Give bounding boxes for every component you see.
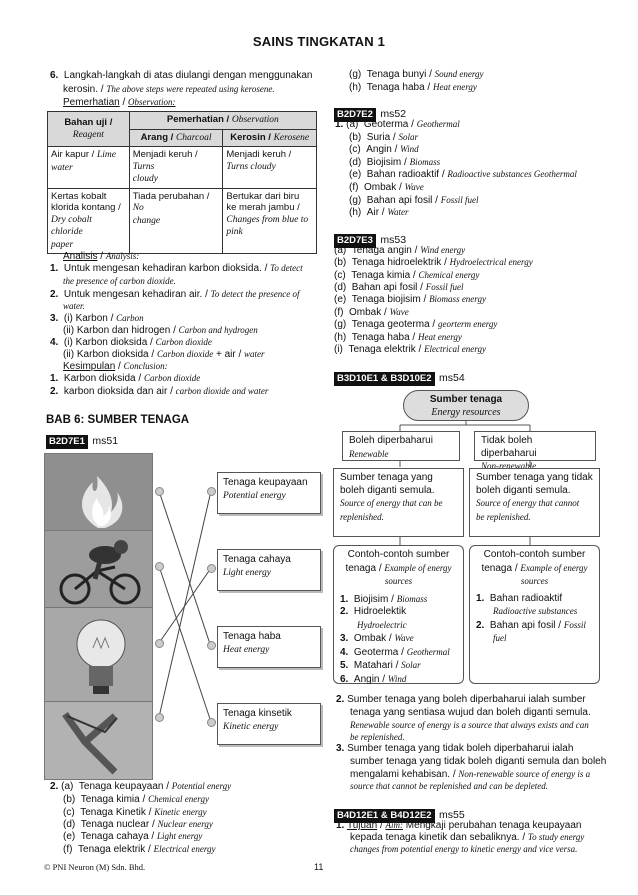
para-2-line2: tenaga yang sentiasa wujud dan boleh diganti semula.: [350, 707, 591, 718]
page-ref: ms51: [92, 435, 119, 447]
q2-item-a: 2. (a) Tenaga keupayaan / Potential energy: [50, 781, 232, 792]
header-charcoal: Arang / Charcoal: [129, 129, 223, 147]
match-dot: [207, 564, 216, 573]
page-number: 11: [314, 862, 324, 872]
match-dot: [207, 641, 216, 650]
cyclist-photo: [44, 530, 153, 608]
examples-title: Contoh-contoh sumber tenaga / Example of energy sources: [481, 549, 588, 586]
para-3-line3: mengalami kehabisan. / Non-renewable source of energy is a: [350, 769, 591, 780]
para-3: 3. Sumber tenaga yang tidak boleh diperbaharui ialah: [336, 743, 574, 754]
list-item: 2. Hidroelektik: [340, 606, 407, 617]
cell-reagent-cobalt: Kertas kobalt klorida kontang / Dry cobalt chloride paper: [48, 188, 130, 254]
q2-item-c: (c) Tenaga Kinetik / Kinetic energy: [63, 807, 207, 818]
q2-item-d: (d) Tenaga nuclear / Nuclear energy: [63, 819, 213, 830]
list3-item: (b) Tenaga hidroelektrik / Hydroelectrical energy: [334, 257, 533, 268]
list3-item: (c) Tenaga kimia / Chemical energy: [334, 270, 480, 281]
skill-tag: B2D7E3: [334, 234, 376, 248]
conclusion-label: Kesimpulan / Conclusion:: [63, 361, 168, 372]
list-item: 4. Geoterma / Geothermal: [340, 646, 450, 658]
skill-tag: B3D10E1 & B3D10E2: [334, 372, 435, 386]
q2-item-f: (f) Tenaga elektrik / Electrical energy: [63, 844, 216, 855]
publisher: © PNI Neuron (M) Sdn. Bhd.: [44, 862, 146, 872]
cell-kerosene-limewater: Menjadi keruh / Turns cloudy: [223, 147, 317, 189]
analysis-1-en: the presence of carbon dioxide.: [63, 276, 176, 286]
list2-item: (g) Bahan api fosil / Fossil fuel: [349, 195, 479, 206]
list2-item: (e) Bahan radioaktif / Radioactive substances Geothermal: [349, 169, 577, 180]
analysis-3i: 3. (i) Karbon / Carbon: [50, 313, 144, 324]
list3-item: (g) Tenaga geoterma / georterm energy: [334, 319, 498, 330]
chapter-title: BAB 6: SUMBER TENAGA: [46, 414, 190, 426]
q2-item-b: (b) Tenaga kimia / Chemical energy: [63, 794, 209, 805]
list2-item: 1. (a) Geoterma / Geothermal: [335, 119, 460, 130]
match-dot: [155, 562, 164, 571]
list-item: fuel: [493, 633, 507, 643]
list2-item: (c) Angin / Wind: [349, 144, 419, 155]
list1-item-h: (h) Tenaga haba / Heat energy: [349, 82, 477, 93]
slingshot-icon: [45, 702, 152, 779]
q6-line1: 6. Langkah-langkah di atas diulangi dengan menggunakan: [50, 70, 313, 81]
q2-item-e: (e) Tenaga cahaya / Light energy: [63, 831, 203, 842]
cell-charcoal-cobalt: Tiada perubahan / No change: [129, 188, 223, 254]
aim-line3: changes from potential energy to kinetic energy and vice versa.: [350, 844, 578, 854]
conclusion-1: 1. Karbon dioksida / Carbon dioxide: [50, 373, 201, 384]
cyclist-icon: [45, 531, 152, 607]
bulb-photo: [44, 607, 153, 702]
match-dot: [207, 718, 216, 727]
list3-item: (h) Tenaga haba / Heat energy: [334, 332, 462, 343]
energy-box-heat: Tenaga haba Heat energy: [217, 626, 321, 668]
match-dot: [155, 487, 164, 496]
energy-box-kinetic: Tenaga kinsetik Kinetic energy: [217, 703, 321, 745]
list-item: 1. Bahan radioaktif: [476, 592, 563, 604]
list2-item: (f) Ombak / Wave: [349, 182, 424, 193]
section-b3d10e1: [334, 368, 465, 386]
analysis-3ii: (ii) Karbon dan hidrogen / Carbon and hydrogen: [63, 325, 258, 336]
analysis-2-en: water.: [63, 301, 85, 311]
aim-line1: 1. Tujuan / Aim: Mengkaji perubahan tenaga keupayaan: [336, 820, 582, 831]
list-item: 6. Angin / Wind: [340, 673, 407, 685]
page-ref: ms55: [438, 809, 465, 821]
fire-photo: [44, 453, 153, 531]
renewable-list: [340, 593, 457, 687]
renewable-box: Boleh diperbaharui Renewable: [342, 431, 460, 461]
para-3-en: source that cannot be replenished and can be depleted.: [350, 781, 549, 791]
match-dot: [207, 487, 216, 496]
list1-item-g: (g) Tenaga bunyi / Sound energy: [349, 69, 484, 80]
para-2-en2: be replenished.: [350, 732, 405, 742]
nonrenewable-examples: [469, 545, 600, 684]
list-item: 1. Biojisim / Biomass: [340, 593, 428, 605]
nonrenewable-list: [476, 593, 593, 646]
list-item: Radioactive substances: [493, 606, 578, 616]
analysis-1: 1. Untuk mengesan kehadiran karbon dioksida. / To detect: [50, 263, 303, 274]
cell-kerosene-cobalt: Bertukar dari biru ke merah jambu / Changes from blue to pink: [223, 188, 317, 254]
nonrenewable-definition: Sumber tenaga yang tidak boleh diganti semula. Source of energy that cannot be replenished.: [469, 468, 600, 537]
analysis-4ii: (ii) Karbon dioksida / Carbon dioxide + air / water: [63, 349, 265, 360]
concept-root: Sumber tenaga Energy resources: [403, 390, 529, 421]
aim-line2: kepada tenaga kinetik dan sebaliknya. / To study energy: [350, 832, 585, 843]
energy-box-potential: Tenaga keupayaan Potential energy: [217, 472, 321, 514]
para-2-en: Renewable source of energy is a source that always exists and can: [350, 720, 589, 730]
observation-table: [47, 111, 317, 254]
analysis-2: 2. Untuk mengesan kehadiran air. / To detect the presence of: [50, 289, 300, 300]
page-ref: ms53: [380, 234, 407, 246]
list2-item: (b) Suria / Solar: [349, 132, 418, 143]
analysis-label: Analisis / Analysis:: [63, 251, 140, 262]
q6-line2: kerosin. / The above steps were repeated using kerosene.: [63, 84, 275, 95]
list3-item: (i) Tenaga elektrik / Electrical energy: [334, 344, 486, 355]
observation-label: Pemerhatian / Observation:: [63, 97, 176, 108]
list3-item: (e) Tenaga biojisim / Biomass energy: [334, 294, 486, 305]
header-kerosene: Kerosin / Kerosene: [223, 129, 317, 147]
cell-charcoal-limewater: Menjadi keruh / Turns cloudy: [129, 147, 223, 189]
page-ref: ms52: [380, 108, 407, 120]
renewable-examples: [333, 545, 464, 684]
list3-item: (f) Ombak / Wave: [334, 307, 409, 318]
list2-item: (d) Biojisim / Biomass: [349, 157, 441, 168]
list-item: Hydroelectric: [357, 619, 407, 630]
list3-item: (a) Tenaga angin / Wind energy: [334, 245, 466, 256]
header-reagent: Bahan uji / Reagent: [48, 112, 130, 147]
skill-tag: B2D7E2: [334, 108, 376, 122]
list3-item: (d) Bahan api fosil / Fossil fuel: [334, 282, 464, 293]
para-3-line2: sumber tenaga yang tidak boleh diganti semula dan boleh: [350, 756, 607, 767]
para-2: 2. Sumber tenaga yang boleh diperbaharui ialah sumber: [336, 694, 586, 705]
slingshot-photo: [44, 701, 153, 780]
match-dot: [155, 639, 164, 648]
page-title: SAINS TINGKATAN 1: [252, 34, 386, 49]
list-item: 2. Bahan api fosil / Fossil: [476, 619, 586, 631]
section-b2d7e1: [46, 431, 118, 449]
skill-tag: B2D7E1: [46, 435, 88, 449]
renewable-definition: Sumber tenaga yang boleh diganti semula. Source of energy that can be replenished.: [333, 468, 464, 537]
list-item: 5. Matahari / Solar: [340, 660, 421, 671]
page-ref: ms54: [438, 372, 465, 384]
cell-reagent-limewater: Air kapur / Lime water: [48, 147, 130, 189]
energy-box-light: Tenaga cahaya Light energy: [217, 549, 321, 591]
conclusion-2: 2. karbon dioksida dan air / carbon dioxide and water: [50, 386, 269, 397]
header-observation: Pemerhatian / Observation: [129, 112, 316, 130]
matching-lines: [150, 480, 220, 730]
light-bulb-icon: [45, 608, 152, 701]
skill-tag: B4D12E1 & B4D12E2: [334, 809, 435, 823]
examples-title: Contoh-contoh sumber tenaga / Example of energy sources: [345, 549, 452, 586]
match-dot: [155, 713, 164, 722]
nonrenewable-box: Tidak boleh diperbaharui Non-renewable: [474, 431, 596, 461]
analysis-4i: 4. (i) Karbon dioksida / Carbon dioxide: [50, 337, 212, 348]
list2-item: (h) Air / Water: [349, 207, 409, 218]
flame-icon: [45, 454, 152, 530]
list-item: 3. Ombak / Wave: [340, 633, 414, 644]
